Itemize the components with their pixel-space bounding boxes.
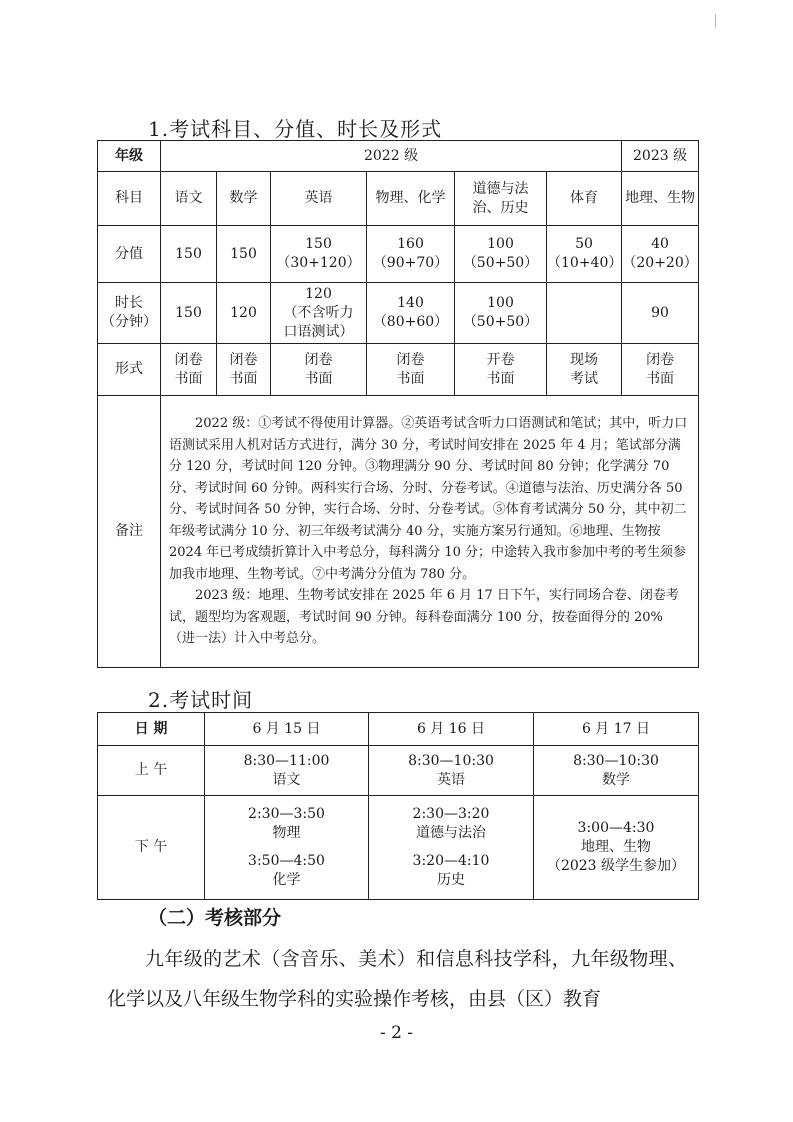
- form-line: 书面: [646, 370, 675, 387]
- score-sub: （10+40）: [547, 255, 623, 271]
- duration-cell: [455, 283, 547, 344]
- session-subject: 物理: [272, 825, 301, 841]
- table-row: [98, 141, 699, 172]
- session-cell: [205, 796, 369, 900]
- form-line: 闭卷: [646, 351, 675, 368]
- score-main: 40: [651, 236, 669, 252]
- duration-main: 120: [230, 304, 257, 321]
- session-cell: [205, 746, 369, 796]
- note-2022: 2022 级：①考试不得使用计算器。②英语考试含听力口语测试和笔试；其中，听力口语测试采用人机对话方式进行，满分 30 分，考试时间安排在 2025 年 4 月；笔试部分满分 120 分，考试时间 120 分钟。③物理满分 90 分、考试时间 80 分钟；化学满分 70 分、考试时间 60 分钟。两科实行合场、分时、分卷考试。④道德与法治、历史满分各 50 分、考试时间各 50 分钟，实行合场、分时、分卷考试。⑤体育考试满分 50 分，其中初二年级考试满分 10 分、初三年级考试满分 40 分，实施方案另行通知。⑥地理、生物按 2024 年已考成绩折算计入中考总分，每科满分 10 分；中途转入我市参加中考的考生须参加我市地理、生物考试。⑦中考满分分值为 780 分。: [169, 416, 688, 582]
- table-row: [98, 226, 699, 283]
- form-cell: [217, 344, 271, 396]
- date-cell: 6 月 15 日: [205, 713, 369, 746]
- score-main: 150: [305, 236, 332, 252]
- form-line: 书面: [396, 370, 425, 387]
- form-cell: [455, 344, 547, 396]
- section-title-assessment: （二）考核部分: [148, 907, 282, 929]
- grade-2022-header: 2022 级: [161, 141, 622, 172]
- spacer: [369, 843, 533, 852]
- grade-label: 年级: [98, 141, 161, 172]
- duration-sub: （80+60）: [372, 314, 449, 330]
- duration-cell: [622, 283, 699, 344]
- score-main: 150: [230, 245, 257, 262]
- duration-sub: （50+50）: [462, 314, 539, 330]
- score-sub: （90+70）: [372, 255, 449, 271]
- score-cell: [367, 226, 455, 283]
- duration-label: [98, 283, 161, 344]
- table-row: [98, 396, 699, 668]
- score-cell: [547, 226, 622, 283]
- heading-exam-subjects: 1.考试科目、分值、时长及形式: [148, 117, 443, 141]
- form-label: 形式: [98, 344, 161, 396]
- heading-exam-time: 2.考试时间: [148, 688, 254, 712]
- form-line: 书面: [174, 370, 203, 387]
- form-line: 闭卷: [174, 351, 203, 368]
- duration-main: 150: [175, 304, 202, 321]
- notes-cell: [161, 396, 699, 668]
- form-line: 书面: [304, 370, 333, 387]
- session-time: 8:30—10:30: [408, 752, 494, 769]
- grade-2023-header: 2023 级: [622, 141, 699, 172]
- form-cell: [161, 344, 217, 396]
- session-subject: 语文: [272, 771, 301, 788]
- subject-label: 科目: [98, 172, 161, 226]
- form-line: 书面: [486, 370, 515, 387]
- session-time: 2:30—3:50: [248, 806, 325, 822]
- form-line: 开卷: [486, 351, 515, 368]
- duration-cell: [271, 283, 367, 344]
- date-cell: 6 月 16 日: [369, 713, 534, 746]
- duration-main: 90: [651, 304, 669, 321]
- score-sub: （50+50）: [462, 255, 539, 271]
- table-row: [98, 746, 699, 796]
- subject-cell: 物理、化学: [367, 172, 455, 226]
- session-cell: [369, 746, 534, 796]
- duration-sub: （不含听力口语测试）: [283, 304, 354, 340]
- exam-schedule-table: [97, 712, 699, 900]
- body-paragraph: 九年级的艺术（含音乐、美术）和信息科技学科，九年级物理、化学以及八年级生物学科的实验操作考核，由县（区）教育: [107, 948, 687, 1010]
- page-number: - 2 -: [379, 1023, 414, 1043]
- score-main: 150: [175, 245, 202, 262]
- score-cell: [455, 226, 547, 283]
- session-subject: 历史: [437, 872, 465, 888]
- form-line: 闭卷: [304, 351, 333, 368]
- date-label: 日 期: [98, 713, 205, 746]
- score-cell: [622, 226, 699, 283]
- duration-cell: [367, 283, 455, 344]
- session-note: （2023 级学生参加）: [546, 858, 686, 874]
- duration-label-line2: （分钟）: [101, 314, 157, 330]
- form-cell: [547, 344, 622, 396]
- duration-main: 120: [305, 285, 332, 302]
- duration-cell: [161, 283, 217, 344]
- subject-cell: 道德与法治、历史: [455, 172, 547, 226]
- spacer: [205, 843, 368, 852]
- form-cell: [367, 344, 455, 396]
- session-cell: [534, 796, 699, 900]
- score-main: 160: [397, 236, 424, 252]
- table-row: [98, 344, 699, 396]
- table-row: [98, 796, 699, 900]
- subject-cell: 英语: [271, 172, 367, 226]
- score-cell: [271, 226, 367, 283]
- note-2023: 2023 级：地理、生物考试安排在 2025 年 6 月 17 日下午，实行同场合卷、闭卷考试，题型均为客观题，考试时间 90 分钟。每科卷面满分 100 分，按卷面得分的 20%（进一法）计入中考总分。: [169, 588, 679, 647]
- form-line: 闭卷: [396, 351, 425, 368]
- session-cell: [369, 796, 534, 900]
- duration-main: 140: [397, 295, 424, 311]
- score-main: 50: [575, 236, 593, 252]
- table-row: [98, 283, 699, 344]
- score-main: 100: [487, 236, 514, 252]
- session-subject: 地理、生物: [581, 839, 651, 855]
- form-cell: [271, 344, 367, 396]
- session-subject: 数学: [602, 771, 630, 788]
- form-line: 闭卷: [229, 351, 258, 368]
- session-subject: 英语: [437, 771, 465, 788]
- duration-label-line1: 时长: [115, 295, 143, 311]
- session-subject: 道德与法治: [416, 825, 486, 841]
- form-line: 书面: [229, 370, 258, 387]
- session-time: 3:50—4:50: [248, 853, 325, 869]
- subject-cell: 语文: [161, 172, 217, 226]
- session-time: 8:30—11:00: [243, 752, 330, 769]
- afternoon-label: 下 午: [98, 796, 205, 900]
- date-cell: 6 月 17 日: [534, 713, 699, 746]
- duration-cell: [217, 283, 271, 344]
- session-time: 3:20—4:10: [412, 853, 490, 869]
- subject-cell: 地理、生物: [622, 172, 699, 226]
- score-cell: [217, 226, 271, 283]
- duration-main: 100: [487, 295, 514, 311]
- subject-cell: 数学: [217, 172, 271, 226]
- duration-cell: [547, 283, 622, 344]
- notes-label: 备注: [98, 396, 161, 668]
- session-time: 3:00—4:30: [577, 820, 655, 836]
- score-cell: [161, 226, 217, 283]
- scan-mark: [715, 14, 716, 28]
- exam-subjects-table: [97, 140, 699, 668]
- session-subject: 化学: [272, 872, 301, 888]
- subject-cell: 体育: [547, 172, 622, 226]
- morning-label: 上 午: [98, 746, 205, 796]
- form-line: 考试: [570, 370, 599, 387]
- score-sub: （30+120）: [276, 255, 361, 271]
- form-line: 现场: [570, 351, 599, 368]
- session-time: 2:30—3:20: [412, 806, 490, 822]
- score-sub: （20+20）: [622, 255, 698, 271]
- table-row: [98, 172, 699, 226]
- session-time: 8:30—10:30: [573, 752, 659, 769]
- score-label: 分值: [98, 226, 161, 283]
- table-row: [98, 713, 699, 746]
- form-cell: [622, 344, 699, 396]
- session-cell: [534, 746, 699, 796]
